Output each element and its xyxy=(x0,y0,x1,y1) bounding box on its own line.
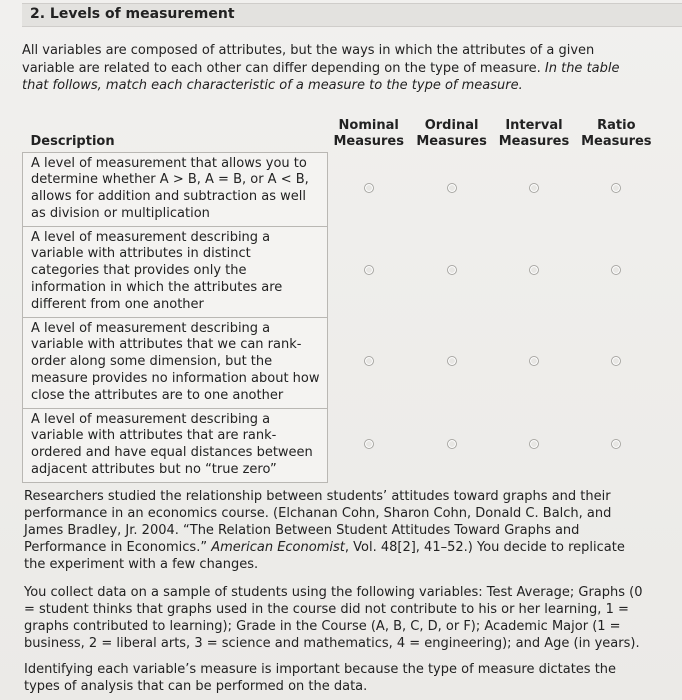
journal-name: American Economist xyxy=(211,540,345,555)
table-row xyxy=(23,152,658,226)
closing-paragraph: Identifying each variable’s measure is important because the type of measure dictates the types of analysis that can be performed on the data. xyxy=(24,662,617,694)
row-description: A level of measurement that allows you to determine whether A > B, A = B, or A < B, allows for addition and subtraction as well as division or multiplication xyxy=(23,152,328,226)
variables-paragraph: You collect data on a sample of students using the following variables: Test Average; Graphs (0 = student thinks that graphs used in the course did not contribute to his or her learning, 1 = graphs contributed to learning); Grade in the Course (A, B, C, D, or F); Academic Major (1 = business, 2 = liberal arts, 3 = science and mathematics, 4 = engineering); and Age (in years). xyxy=(24,585,643,651)
radio-ratio[interactable] xyxy=(611,356,621,366)
question-title: 2. Levels of measurement xyxy=(30,6,235,22)
radio-ordinal[interactable] xyxy=(447,356,457,366)
radio-nominal[interactable] xyxy=(364,183,374,193)
column-header-ratio: Ratio Measures xyxy=(581,118,652,149)
radio-ordinal[interactable] xyxy=(447,183,457,193)
radio-interval[interactable] xyxy=(529,183,539,193)
description-column-header: Description xyxy=(30,133,115,149)
radio-ratio[interactable] xyxy=(611,183,621,193)
intro-text: All variables are composed of attributes, but the ways in which the attributes of a given variable are related to each other can differ depending on the type of measure. xyxy=(22,43,595,76)
question-intro xyxy=(22,42,647,95)
research-paragraph: Researchers studied the relationship between students’ attitudes toward graphs and their performance in an economics course. (Elchanan Cohn, Sharon Cohn, Donald C. Balch, and James Bradley, Jr. 2004. “The Relation Between Student Attitudes Toward Graphs and Performance in Economics.” American Economist, Vol. 48[2], 41–52.) You decide to replicate the experiment with a few changes. xyxy=(24,489,625,572)
radio-interval[interactable] xyxy=(529,356,539,366)
column-header-nominal: Nominal Measures xyxy=(333,118,404,149)
radio-ratio[interactable] xyxy=(611,265,621,275)
column-header-interval: Interval Measures xyxy=(498,118,570,149)
table-row xyxy=(23,408,658,482)
row-description: A level of measurement describing a variable with attributes that are rank-ordered and have equal distances between adjacent attributes but no “true zero” xyxy=(23,408,328,482)
radio-ordinal[interactable] xyxy=(447,265,457,275)
radio-nominal[interactable] xyxy=(364,265,374,275)
radio-interval[interactable] xyxy=(529,265,539,275)
table-header-row xyxy=(23,115,658,152)
column-header-ordinal: Ordinal Measures xyxy=(416,118,487,149)
radio-ordinal[interactable] xyxy=(447,439,457,449)
matching-table xyxy=(22,115,658,483)
question-header xyxy=(22,3,682,27)
row-description: A level of measurement describing a variable with attributes in distinct categories that provides only the information in which the attributes are different from one another xyxy=(23,226,328,317)
radio-nominal[interactable] xyxy=(364,439,374,449)
radio-interval[interactable] xyxy=(529,439,539,449)
intro-instruction: In the table that follows, match each characteristic of a measure to the type of measure. xyxy=(22,60,620,93)
row-description: A level of measurement describing a variable with attributes that we can rank-order along some dimension, but the measure provides no information about how close the attributes are to one another xyxy=(23,317,328,408)
table-row xyxy=(23,226,658,317)
radio-nominal[interactable] xyxy=(364,356,374,366)
radio-ratio[interactable] xyxy=(611,439,621,449)
table-row xyxy=(23,317,658,408)
